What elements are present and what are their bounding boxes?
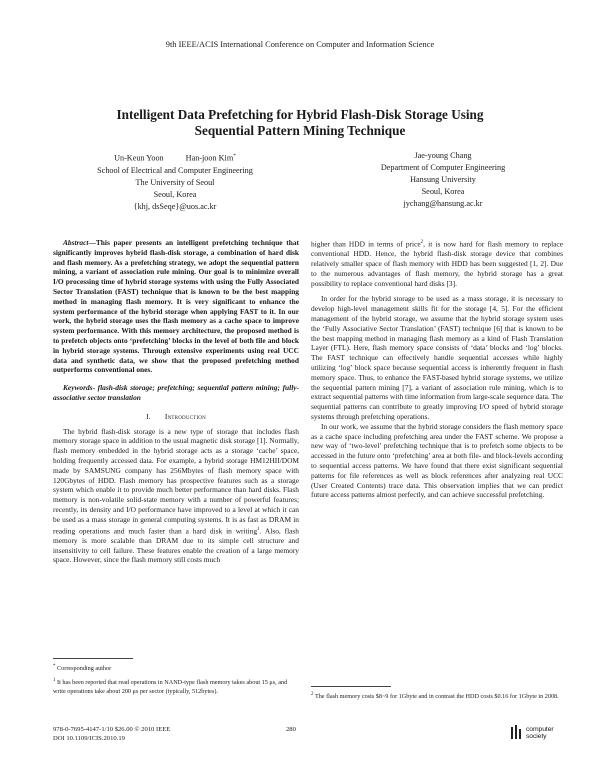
footnotes-right (311, 686, 563, 705)
section-title: Introduction (164, 411, 206, 421)
author-email: {khj, dsSeqe}@uos.ac.kr (133, 201, 217, 211)
footnote-divider (311, 686, 391, 687)
footnote-divider (53, 658, 133, 659)
right-column (311, 238, 563, 500)
section-heading (53, 412, 299, 422)
author-names (40, 150, 310, 165)
author-block-left (40, 150, 310, 213)
author-name: Han-joon Kim (185, 153, 234, 163)
page-number: 280 (286, 726, 296, 733)
author-university: Hansung University (410, 175, 476, 184)
author-university: The University of Seoul (135, 177, 215, 187)
isbn-line: 978-0-7695-4147-1/10 $26.00 © 2010 IEEE (53, 726, 171, 733)
paper-title: Intelligent Data Prefetching for Hybrid Flash-Disk Storage Using Sequential Pattern Mining Technique (116, 107, 484, 138)
section-number: I. (146, 411, 151, 421)
author-name: Jae-young Chang (414, 151, 472, 160)
author-city: Seoul, Korea (421, 187, 465, 196)
footnote-corresponding: * Corresponding author (53, 664, 112, 673)
left-column (53, 238, 299, 565)
conference-header: 9th IEEE/ACIS International Conference on Computer and Information Science (165, 40, 435, 49)
doi-line: DOI 10.1109/ICIS.2010.19 (53, 735, 125, 742)
author-city: Seoul, Korea (153, 189, 197, 199)
footnote-1: $^1$ It has been reported that read operations in NAND-type flash memory takes about 15 μs, and write operations take about 200 μs per sector (typically, 512bytes). (53, 678, 288, 695)
author-department: Department of Computer Engineering (380, 163, 506, 172)
logo-text-line: society (526, 733, 547, 740)
intro-paragraph-3: In our work, we assume that the hybrid storage considers the flash memory space as a cache space including prefetching area under the FAST scheme. We propose a new way of ‘two-level’ prefetching technique that is to prefetch some objects to be accessed in the future onto ‘prefetching’ area at both file- and block-levels according to sequential access patterns. We have found that there exist significant sequential patterns for file references as well as block references after analyzing real UCC (User Created Contents) trace data. This observation implies that we can predict future access patterns almost perfectly, and can achieve successful prefetching. (311, 421, 563, 500)
corresponding-mark: * (233, 153, 236, 159)
computer-society-logo (510, 722, 564, 744)
computer-society-icon (510, 725, 524, 741)
footer-publication-info (53, 725, 170, 743)
keywords: Keywords- flash-disk storage; prefetching; sequential pattern mining; fully-associative sector translation (53, 383, 299, 402)
footnote-ref: 1 (257, 526, 260, 532)
footnotes-left (53, 658, 299, 700)
intro-paragraph-1-continued: higher than HDD in terms of price$^2$, it is now hard for flash memory to replace conventional HDD. Hence, the hybrid flash-disk storage device that combines relatively smaller space of flash memory with HDD has been suggested [1, 2]. Due to the numerous advantages of flash memory, the hybrid storage has a great possibility to replace conventional hard disks [3]. (311, 239, 563, 288)
author-department: School of Electrical and Computer Engineering (97, 165, 253, 175)
author-email: jychang@hansung.ac.kr (403, 199, 483, 208)
footnote-ref: 2 (420, 240, 424, 245)
abstract-label: Abstract (63, 238, 89, 247)
intro-paragraph-2: In order for the hybrid storage to be used as a mass storage, it is necessary to develop high-level management skills fit for the storage [4, 5]. For the efficient management of the hybrid storage, we assume that the hybrid storage system uses the ‘Fully Associative Sector Translation’ (FAST) technique [6] that is known to be the best mapping method in managing flash memory as a kind of Flash Translation Layer (FTL). Here, flash memory space consists of ‘data’ blocks and ‘log’ blocks. The FAST technique can effectively handle sequential accesses while highly utilizing ‘log’ block space because sequential access is inherently frequent in flash memory space. Thus, to enhance the FAST-based hybrid storage systems, we utilize the sequential pattern mining [7], a variant of association rule mining, which is to extract sequential patterns with time information from large-scale sequence data. The sequential patterns can contribute to greatly improving I/O speed of hybrid storage systems through prefetching operations. (311, 294, 563, 422)
abstract (53, 238, 299, 375)
author-name: Un-Keun Yoon (114, 153, 164, 163)
logo-text-line: computer (526, 726, 554, 733)
abstract-text: —This paper presents an intelligent prefetching technique that significantly improves hybrid flash-disk storage, a combination of hard disk and flash memory. As a prefetching strategy, we adopt the sequential pattern mining, a variant of association rule mining. Our goal is to minimize overall I/O processing time of hybrid storage systems with using the Fully Associated Sector Translation (FAST) technique that is known to be the best mapping method in managing flash memory. It is very significant to enhance the system performance of the hybrid storage when applying FAST to it. In our work, the hybrid storage uses the flash memory as a cache space to improve system performance. With this memory architecture, the proposed method is to prefetch objects onto ‘prefetching’ blocks in the level of both file and block in hybrid storage systems. Through extensive experiments using real UCC data and synthetic data, we show that the proposed prefetching method outperforms conventional ones. (53, 238, 299, 375)
footnote-2: $^2$ The flash memory costs $8~9 for 1Gbyte and in contrast the HDD costs $0.16 for 1Gbyte in 2008. (311, 692, 559, 701)
author-block-right (318, 150, 568, 210)
intro-paragraph-1: The hybrid flash-disk storage is a new type of storage that includes flash memory storage space in addition to the usual magnetic disk storage [1]. Normally, flash memory embedded in the hybrid storage acts as a storage ‘cache’ space, holding frequently accessed data. For example, a hybrid storage HM12HII/DOM made by SAMSUNG company has 256Mbytes of flash memory space with 120Gbytes of HDD. Flash memory has prospective features such as a storage system which enable it to provide much better performance than hard disks. Flash memory is non-volatile solid-state memory with a number of powerful features; recently, its density and I/O performance have improved to a level at which it can be used as a mass storage in general computing systems. It is as fast as DRAM in reading operations and much faster than a hard disk in writing$^1$. Also, flash memory is more scalable than DRAM due to its simple cell structure and insensitivity to cell failure. These features enable the creation of a large memory space. However, since the flash memory still costs much (53, 426, 300, 565)
